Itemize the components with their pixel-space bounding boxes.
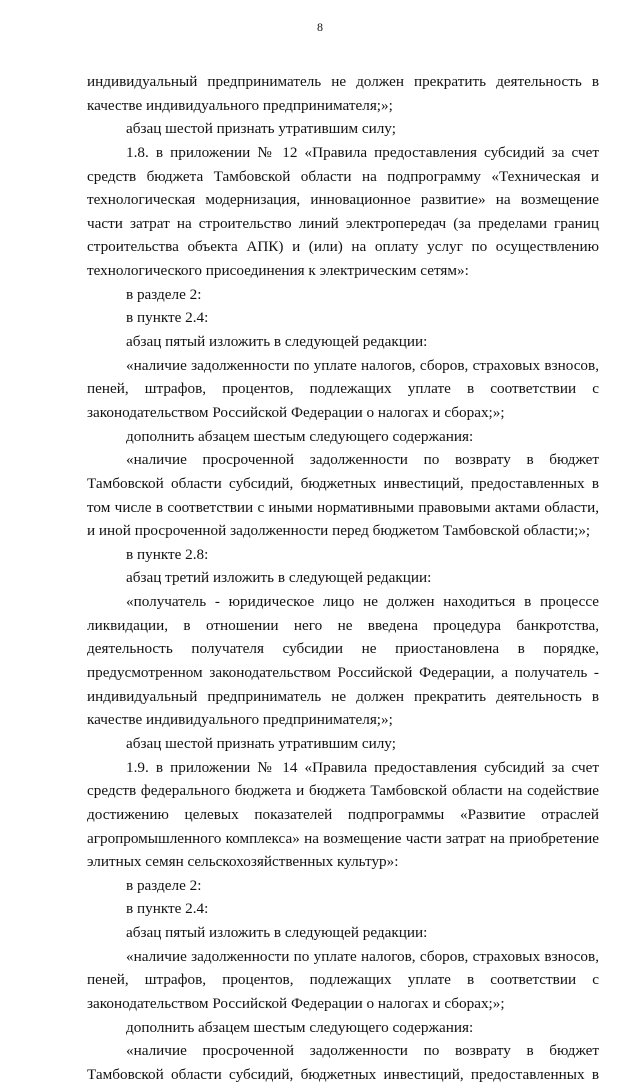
text-line: индивидуальный предприниматель не должен прекратить деятельность в (87, 687, 599, 705)
text-line: законодательством Российской Федерации о налогах и сборах;»; (87, 403, 505, 421)
text-line: в разделе 2: (126, 876, 202, 894)
text-line: технологическая модернизация, инновационное развитие» на возмещение (87, 191, 599, 209)
text-line: пеней, штрафов, процентов, подлежащих уплате в соответствии с (87, 971, 599, 989)
text-line: дополнить абзацем шестым следующего содержания: (126, 1018, 474, 1036)
text-line: агропромышленного комплекса» на возмещение части затрат на приобретение (87, 829, 599, 847)
text-line: строительства объекта АПК) и (или) на оплату услуг по осуществлению (87, 238, 599, 256)
text-line: законодательством Российской Федерации о налогах и сборах;»; (87, 994, 505, 1012)
text-line: 1.9. в приложении № 14 «Правила предоставления субсидий за счет (126, 758, 599, 776)
text-line: элитных семян сельскохозяйственных культур»: (87, 853, 399, 871)
text-line: предусмотренном законодательством Российской Федерации, а получатель - (87, 664, 599, 682)
text-line: «наличие просроченной задолженности по возврату в бюджет (126, 451, 599, 469)
text-line: 1.8. в приложении № 12 «Правила предоставления субсидий за счет (126, 143, 599, 161)
text-line: Тамбовской области субсидий, бюджетных инвестиций, предоставленных в (87, 1065, 599, 1083)
text-line: абзац шестой признать утратившим силу; (126, 120, 396, 138)
text-line: «наличие задолженности по уплате налогов, сборов, страховых взносов, (126, 356, 599, 374)
text-line: абзац шестой признать утратившим силу; (126, 734, 396, 752)
text-line: качестве индивидуального предпринимателя;»; (87, 96, 393, 114)
document-body (87, 70, 599, 1087)
text-line: технологического присоединения к электрическим сетям»: (87, 262, 469, 280)
text-line: ликвидации, в отношении него не введена процедура банкротства, (87, 616, 599, 634)
text-line: абзац пятый изложить в следующей редакции: (126, 924, 428, 942)
text-line: пеней, штрафов, процентов, подлежащих уплате в соответствии с (87, 380, 599, 398)
text-line: в пункте 2.4: (126, 900, 209, 918)
text-line: «наличие просроченной задолженности по возврату в бюджет (126, 1042, 599, 1060)
text-line: абзац пятый изложить в следующей редакции: (126, 333, 428, 351)
page-number: 8 (317, 20, 323, 34)
text-line: качестве индивидуального предпринимателя;»; (87, 711, 393, 729)
text-line: достижению целевых показателей подпрограммы «Развитие отраслей (87, 805, 599, 823)
text-line: Тамбовской области субсидий, бюджетных инвестиций, предоставленных в (87, 474, 599, 492)
text-line: деятельность получателя субсидии не приостановлена в порядке, (87, 640, 599, 658)
text-line: «получатель - юридическое лицо не должен находиться в процессе (126, 593, 599, 611)
text-line: части затрат на строительство линий электропередач (за пределами границ (87, 214, 599, 232)
text-line: в пункте 2.8: (126, 545, 209, 563)
text-line: индивидуальный предприниматель не должен прекратить деятельность в (87, 73, 599, 90)
text-line: и иной просроченной задолженности перед бюджетом Тамбовской области;»; (87, 522, 591, 540)
text-line: средств бюджета Тамбовской области на подпрограмму «Техническая и (87, 167, 599, 185)
text-line: дополнить абзацем шестым следующего содержания: (126, 427, 474, 445)
text-line: в разделе 2: (126, 285, 202, 303)
text-line: том числе в соответствии с иными нормативными правовыми актами области, (87, 498, 599, 516)
text-line: абзац третий изложить в следующей редакции: (126, 569, 432, 587)
text-line: «наличие задолженности по уплате налогов, сборов, страховых взносов, (126, 947, 599, 965)
text-line: в пункте 2.4: (126, 309, 209, 327)
text-line: средств федерального бюджета и бюджета Тамбовской области на содействие (87, 782, 599, 800)
